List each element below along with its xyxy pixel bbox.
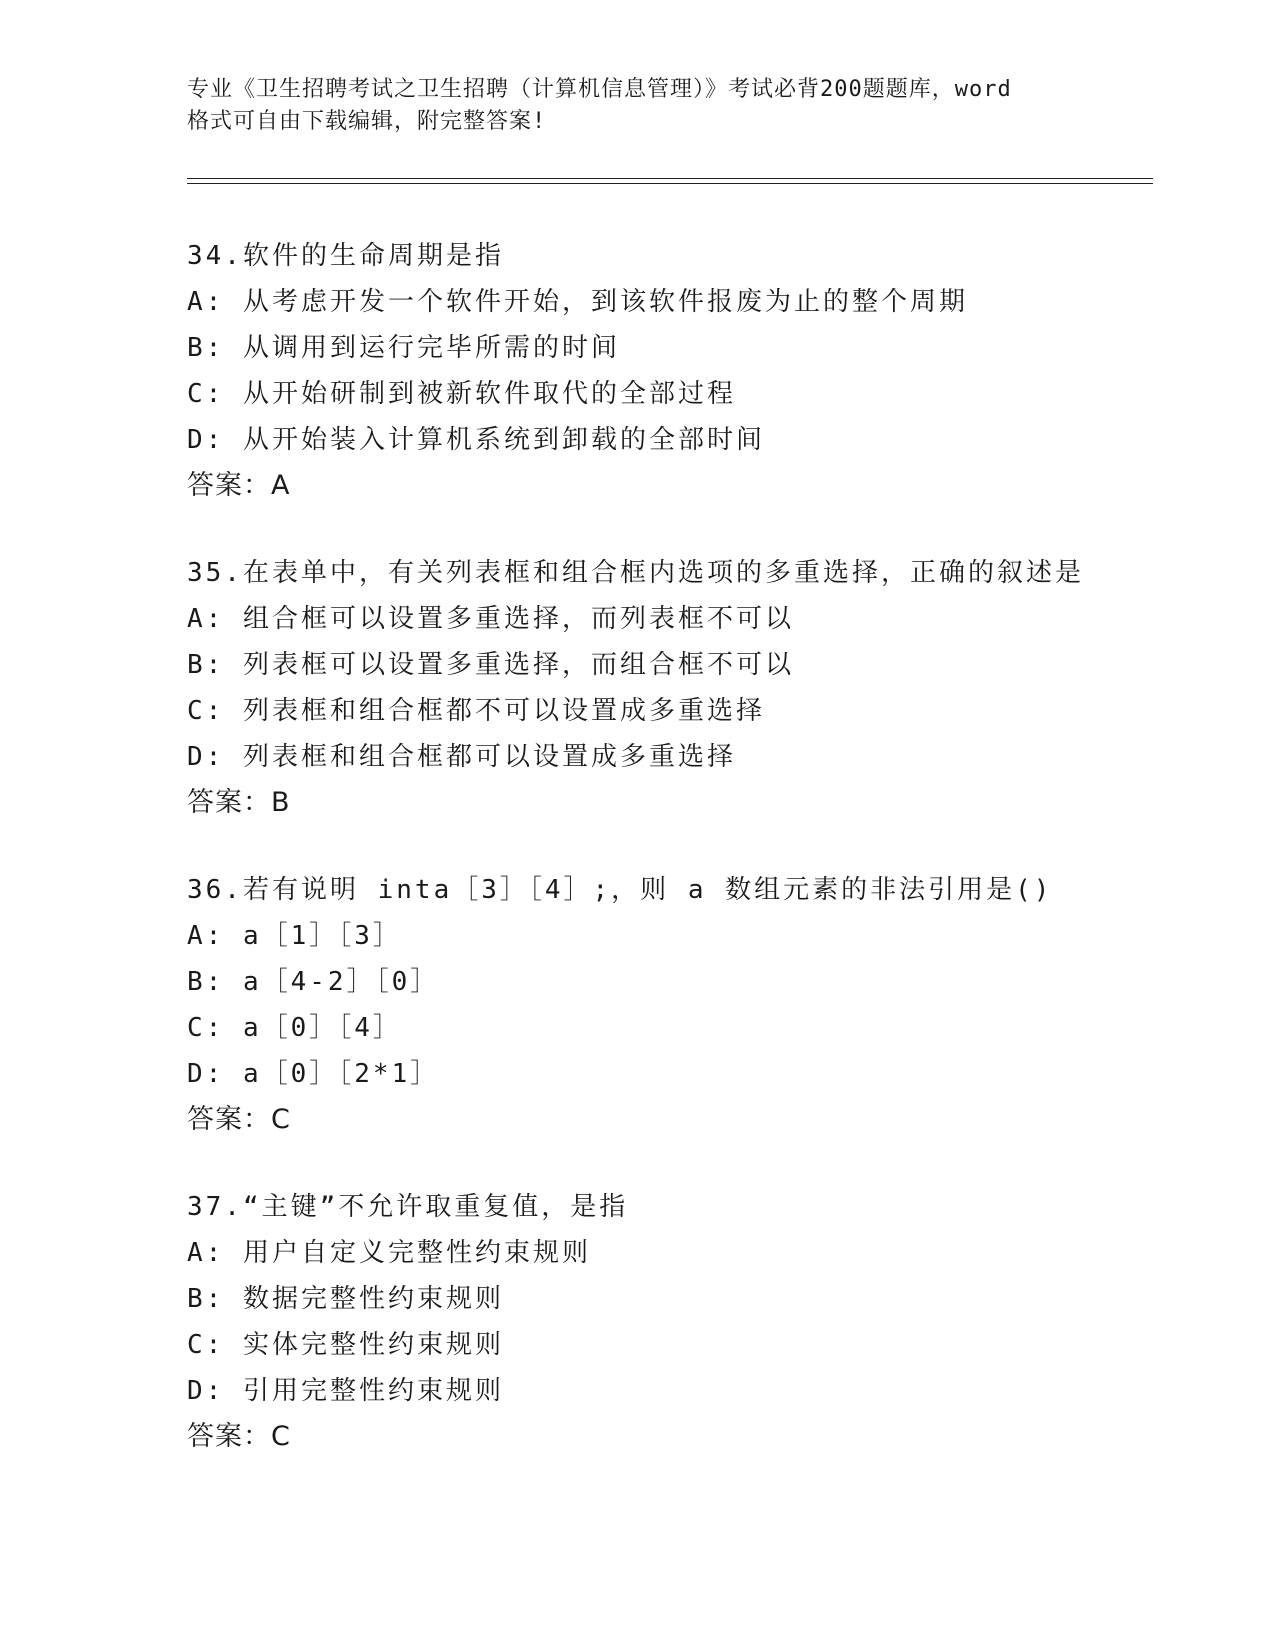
question-stem: 37.“主键”不允许取重复值，是指: [187, 1192, 629, 1222]
option-c: C: 列表框和组合框都不可以设置成多重选择: [187, 696, 765, 726]
answer-label: 答案：: [187, 470, 271, 501]
question-stem: 34.软件的生命周期是指: [187, 241, 504, 271]
answer-label: 答案：: [187, 1421, 271, 1452]
option-b: B: a［4-2］［0］: [187, 967, 440, 997]
question-stem: 35.在表单中，有关列表框和组合框内选项的多重选择，正确的叙述是: [187, 558, 1084, 588]
document-header: [187, 74, 1087, 138]
option-d: D: 列表框和组合框都可以设置成多重选择: [187, 742, 736, 772]
question-36: [187, 867, 1153, 1143]
option-c: C: 从开始研制到被新软件取代的全部过程: [187, 379, 736, 409]
answer-label: 答案：: [187, 787, 271, 818]
header-line-1: 专业《卫生招聘考试之卫生招聘（计算机信息管理）》考试必背200题题库，word: [187, 77, 1012, 102]
option-b: B: 数据完整性约束规则: [187, 1284, 504, 1314]
answer-value: A: [271, 470, 290, 501]
answer-value: B: [271, 787, 290, 818]
option-a: A: 用户自定义完整性约束规则: [187, 1238, 591, 1268]
option-b: B: 从调用到运行完毕所需的时间: [187, 333, 620, 363]
answer-line: [187, 1414, 1153, 1460]
question-35: [187, 550, 1153, 826]
answer-line: [187, 1097, 1153, 1143]
answer-value: C: [271, 1421, 290, 1452]
question-34: [187, 233, 1153, 509]
option-d: D: 引用完整性约束规则: [187, 1376, 504, 1406]
option-a: A: a［1］［3］: [187, 921, 402, 951]
answer-label: 答案：: [187, 1104, 271, 1135]
answer-line: [187, 463, 1153, 509]
answer-value: C: [271, 1104, 290, 1135]
option-d: D: 从开始装入计算机系统到卸载的全部时间: [187, 425, 765, 455]
option-b: B: 列表框可以设置多重选择，而组合框不可以: [187, 650, 794, 680]
question-list: [187, 233, 1153, 1501]
option-a: A: 组合框可以设置多重选择，而列表框不可以: [187, 604, 794, 634]
answer-line: [187, 780, 1153, 826]
option-c: C: 实体完整性约束规则: [187, 1330, 504, 1360]
question-stem: 36.若有说明 inta［3］［4］;，则 a 数组元素的非法引用是(): [187, 875, 1053, 905]
option-a: A: 从考虑开发一个软件开始，到该软件报废为止的整个周期: [187, 287, 968, 317]
header-divider-top: [187, 178, 1153, 179]
option-d: D: a［0］［2*1］: [187, 1059, 440, 1089]
question-37: [187, 1184, 1153, 1460]
header-divider-bottom: [187, 183, 1153, 184]
header-line-2: 格式可自由下载编辑，附完整答案!: [187, 109, 547, 134]
option-c: C: a［0］［4］: [187, 1013, 402, 1043]
